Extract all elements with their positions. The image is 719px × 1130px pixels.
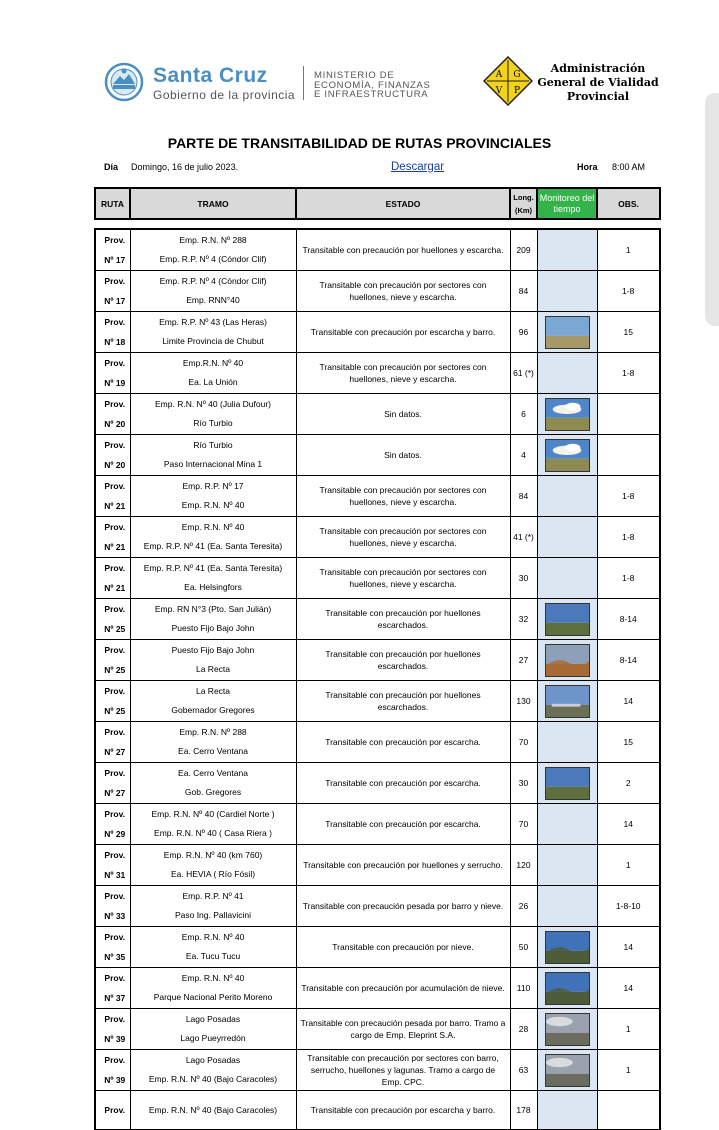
weather-monitor-cell: [537, 353, 597, 394]
header-spacer: [95, 219, 660, 229]
table-row: [95, 968, 660, 1009]
length-cell: 6: [510, 394, 537, 435]
header-long-line: (Km): [514, 205, 533, 215]
weather-monitor-cell: [537, 517, 597, 558]
route-number: Nº 37: [104, 993, 126, 1003]
section-cell: [130, 312, 296, 353]
section-start: Río Turbio: [193, 440, 233, 450]
length-cell: 96: [510, 312, 537, 353]
agvp-letter: G: [513, 70, 521, 80]
status-cell: Transitable con precaución por escarcha y barro.: [296, 1091, 510, 1130]
section-cell: [130, 558, 296, 599]
section-end: Emp. R.N. Nº 40 (Bajo Caracoles): [148, 1074, 278, 1084]
length-cell: 30: [510, 558, 537, 599]
route-prefix: Prov.: [104, 645, 126, 655]
observations-cell: 1-8: [597, 353, 660, 394]
route-prefix: Prov.: [104, 399, 126, 409]
table-row: [95, 640, 660, 681]
observations-cell: 14: [597, 681, 660, 722]
route-prefix: Prov.: [104, 809, 126, 819]
route-prefix: Prov.: [104, 440, 126, 450]
section-cell: [130, 886, 296, 927]
route-number: Nº 35: [104, 952, 126, 962]
route-prefix: Prov.: [104, 686, 126, 696]
observations-cell: 14: [597, 804, 660, 845]
section-end: Ea. Cerro Ventana: [178, 746, 248, 756]
route-cell: [95, 640, 130, 681]
section-end: Ea. HEVIA ( Río Fósil): [170, 869, 256, 879]
observations-cell: 1-8: [597, 517, 660, 558]
status-cell: Transitable con precaución por escarcha.: [296, 722, 510, 763]
santa-cruz-seal-icon: [104, 62, 144, 102]
section-cell: [130, 435, 296, 476]
section-cell: [130, 517, 296, 558]
route-number: Nº 20: [104, 460, 126, 470]
route-number: Nº 18: [104, 337, 126, 347]
route-cell: [95, 517, 130, 558]
route-prefix: Prov.: [104, 358, 126, 368]
ministry-line: ECONOMÍA, FINANZAS: [314, 79, 431, 91]
status-cell: Sin datos.: [296, 435, 510, 476]
table-row: [95, 271, 660, 312]
length-cell: 178: [510, 1091, 537, 1130]
route-prefix: Prov.: [104, 768, 126, 778]
route-cell: [95, 599, 130, 640]
weather-monitor-cell: [537, 476, 597, 517]
section-start: Lago Posadas: [185, 1014, 241, 1024]
section-start: Emp. R.N. Nº 40 (Julia Dufour): [155, 399, 271, 409]
section-end: Emp. R.N. Nº 40: [181, 500, 245, 510]
weather-monitor-cell: [537, 1091, 597, 1130]
table-row: [95, 763, 660, 804]
section-end: Emp. R.P. Nº 41 (Ea. Santa Teresita): [143, 541, 283, 551]
webcam-thumbnail[interactable]: [545, 439, 590, 472]
route-cell: [95, 763, 130, 804]
header-estado: ESTADO: [296, 188, 510, 219]
santa-cruz-title: Santa Cruz: [153, 64, 268, 87]
section-end: Limite Provincia de Chubut: [162, 336, 264, 346]
route-cell: [95, 353, 130, 394]
status-cell: Transitable con precaución por sectores con huellones, nieve y escarcha.: [296, 558, 510, 599]
weather-monitor-cell: [537, 886, 597, 927]
section-start: Emp. R.N. Nº 288: [179, 727, 247, 737]
status-cell: Transitable con precaución por sectores con huellones, nieve y escarcha.: [296, 517, 510, 558]
routes-table: [94, 187, 661, 1130]
route-number: Nº 25: [104, 665, 126, 675]
observations-cell: 8-14: [597, 599, 660, 640]
webcam-thumbnail[interactable]: [545, 603, 590, 636]
observations-cell: 14: [597, 968, 660, 1009]
table-row: [95, 517, 660, 558]
status-cell: Transitable con precaución por escarcha y barro.: [296, 312, 510, 353]
route-cell: [95, 886, 130, 927]
route-prefix: Prov.: [104, 1105, 126, 1115]
weather-monitor-cell: [537, 271, 597, 312]
hour-label: Hora: [577, 162, 598, 172]
header-monitoreo-line: Monitoreo del: [539, 192, 595, 203]
route-number: Nº 21: [104, 501, 126, 511]
route-number: Nº 29: [104, 829, 126, 839]
section-start: La Recta: [195, 686, 231, 696]
observations-cell: 2: [597, 763, 660, 804]
length-cell: 84: [510, 476, 537, 517]
agvp-name: [537, 62, 659, 104]
section-end: Emp. RNN°40: [186, 295, 240, 305]
table-row: [95, 599, 660, 640]
webcam-thumbnail[interactable]: [545, 398, 590, 431]
status-cell: Transitable con precaución por huellones escarchados.: [296, 599, 510, 640]
section-cell: [130, 271, 296, 312]
route-number: Nº 17: [104, 296, 126, 306]
route-cell: [95, 229, 130, 271]
section-end: Gobernador Gregores: [171, 705, 255, 715]
section-start: Emp. R.P. Nº 17: [182, 481, 244, 491]
route-prefix: Prov.: [104, 932, 126, 942]
section-end: Río Turbio: [193, 418, 233, 428]
agvp-name-line: Provincial: [566, 90, 630, 103]
section-cell: [130, 804, 296, 845]
agvp-name-line: General de Vialidad: [537, 76, 659, 89]
section-cell: [130, 394, 296, 435]
weather-monitor-cell: [537, 927, 597, 968]
table-row: [95, 845, 660, 886]
weather-monitor-cell: [537, 558, 597, 599]
header-long: [510, 188, 537, 219]
webcam-thumbnail[interactable]: [545, 931, 590, 964]
route-number: Nº 25: [104, 706, 126, 716]
webcam-thumbnail[interactable]: [545, 972, 590, 1005]
table-row: [95, 927, 660, 968]
table-row: [95, 1050, 660, 1091]
section-cell: [130, 640, 296, 681]
status-cell: Transitable con precaución por sectores con huellones, nieve y escarcha.: [296, 271, 510, 312]
status-cell: Transitable con precaución por sectores con huellones, nieve y escarcha.: [296, 353, 510, 394]
section-cell: [130, 763, 296, 804]
route-number: Nº 21: [104, 542, 126, 552]
table-row: [95, 312, 660, 353]
section-end: Ea. Helsingfors: [184, 582, 242, 592]
section-cell: [130, 968, 296, 1009]
weather-monitor-cell: [537, 640, 597, 681]
route-number: Nº 39: [104, 1034, 126, 1044]
section-start: Emp. R.N. Nº 40 (Cardiel Norte ): [151, 809, 275, 819]
ministry-line: E INFRAESTRUCTURA: [314, 89, 429, 100]
header-obs: OBS.: [597, 188, 660, 219]
spacer-cell: [95, 219, 660, 229]
table-row: [95, 353, 660, 394]
hour-value: 8:00 AM: [612, 162, 646, 172]
weather-monitor-cell: [537, 229, 597, 271]
section-start: Emp. R.N. Nº 40: [181, 973, 245, 983]
section-cell: [130, 476, 296, 517]
route-number: Nº 20: [104, 419, 126, 429]
document-title: PARTE DE TRANSITABILIDAD DE RUTAS PROVINCIALES: [167, 135, 552, 151]
header-ruta: RUTA: [95, 188, 130, 219]
observations-cell: 1-8: [597, 558, 660, 599]
weather-monitor-cell: [537, 394, 597, 435]
ministry-name: [314, 71, 431, 100]
table-row: [95, 435, 660, 476]
route-cell: [95, 804, 130, 845]
route-prefix: Prov.: [104, 727, 126, 737]
table-row: [95, 681, 660, 722]
observations-cell: [597, 1091, 660, 1130]
route-number: Nº 21: [104, 583, 126, 593]
route-number: Nº 27: [104, 747, 126, 757]
status-cell: Transitable con precaución por sectores con barro, serrucho, huellones y lagunas. Tramo a cargo de Emp. CPC.: [296, 1050, 510, 1091]
weather-monitor-cell: [537, 312, 597, 353]
table-row: [95, 394, 660, 435]
weather-monitor-cell: [537, 804, 597, 845]
route-cell: [95, 722, 130, 763]
length-cell: 130: [510, 681, 537, 722]
webcam-thumbnail[interactable]: [545, 1054, 590, 1087]
section-end: Parque Nacional Perito Moreno: [153, 992, 273, 1002]
section-end: La Recta: [195, 664, 231, 674]
route-prefix: Prov.: [104, 973, 126, 983]
route-cell: [95, 968, 130, 1009]
agvp-diamond-logo-icon: [483, 56, 533, 106]
section-start: Emp. R.P. Nº 41: [182, 891, 244, 901]
route-prefix: Prov.: [104, 522, 126, 532]
status-cell: Transitable con precaución por nieve.: [296, 927, 510, 968]
agvp-letter: V: [495, 86, 503, 96]
section-end: Lago Pueyrredón: [180, 1033, 246, 1043]
section-cell: [130, 599, 296, 640]
length-cell: 32: [510, 599, 537, 640]
section-start: Emp. R.N. Nº 40: [181, 522, 245, 532]
length-cell: 110: [510, 968, 537, 1009]
section-end: Gob. Gregores: [184, 787, 242, 797]
observations-cell: 1-8: [597, 476, 660, 517]
length-cell: 26: [510, 886, 537, 927]
length-cell: 120: [510, 845, 537, 886]
header-monitoreo-line: tiempo: [553, 203, 581, 214]
status-cell: Transitable con precaución pesada por barro y nieve.: [296, 886, 510, 927]
route-prefix: Prov.: [104, 850, 126, 860]
route-number: Nº 17: [104, 255, 126, 265]
section-start: Ea. Cerro Ventana: [178, 768, 248, 778]
length-cell: 63: [510, 1050, 537, 1091]
section-cell: [130, 353, 296, 394]
section-start: Emp. R.N. Nº 40 (Bajo Caracoles): [148, 1104, 278, 1115]
length-cell: 50: [510, 927, 537, 968]
section-cell: [130, 1050, 296, 1091]
webcam-thumbnail[interactable]: [545, 644, 590, 677]
weather-monitor-cell: [537, 1009, 597, 1050]
length-cell: 4: [510, 435, 537, 476]
status-cell: Sin datos.: [296, 394, 510, 435]
observations-cell: 15: [597, 312, 660, 353]
route-cell: [95, 558, 130, 599]
ministry-line: MINISTERIO DE: [314, 70, 395, 81]
webcam-thumbnail[interactable]: [545, 316, 590, 349]
section-cell: [130, 845, 296, 886]
observations-cell: 8-14: [597, 640, 660, 681]
header-long-line: Long.: [513, 192, 534, 202]
santa-cruz-subtitle: Gobierno de la provincia: [153, 88, 296, 102]
header-tramo: TRAMO: [130, 188, 296, 219]
webcam-thumbnail[interactable]: [545, 685, 590, 718]
day-value: Domingo, 16 de julio 2023.: [131, 162, 239, 172]
section-end: Paso Ing. Pallavicini: [174, 910, 252, 920]
route-number: Nº 31: [104, 870, 126, 880]
weather-monitor-cell: [537, 1050, 597, 1091]
route-number: Nº 39: [104, 1075, 126, 1085]
agvp-name-line: Administración: [550, 62, 646, 75]
section-start: Emp. R.P. Nº 4 (Cóndor Clif): [159, 276, 267, 286]
header-divider: [303, 66, 304, 100]
section-start: Emp. RN N°3 (Pto. San Julián): [154, 604, 272, 614]
observations-cell: 1: [597, 1009, 660, 1050]
route-number: Nº 33: [104, 911, 126, 921]
length-cell: 61 (*): [510, 353, 537, 394]
section-cell: [130, 1009, 296, 1050]
observations-cell: [597, 394, 660, 435]
table-row: [95, 229, 660, 271]
day-label: Día: [104, 162, 119, 172]
route-prefix: Prov.: [104, 891, 126, 901]
length-cell: 70: [510, 804, 537, 845]
route-cell: [95, 435, 130, 476]
status-cell: Transitable con precaución por sectores con huellones, nieve y escarcha.: [296, 476, 510, 517]
webcam-thumbnail[interactable]: [545, 1013, 590, 1046]
length-cell: 30: [510, 763, 537, 804]
route-prefix: Prov.: [104, 481, 126, 491]
agvp-letter: A: [495, 70, 503, 80]
webcam-thumbnail[interactable]: [545, 767, 590, 800]
table-header-row: [95, 188, 660, 219]
status-cell: Transitable con precaución por huellones escarchados.: [296, 640, 510, 681]
route-cell: [95, 1050, 130, 1091]
length-cell: 41 (*): [510, 517, 537, 558]
weather-monitor-cell: [537, 681, 597, 722]
status-cell: Transitable con precaución pesada por barro. Tramo a cargo de Emp. Eleprint S.A.: [296, 1009, 510, 1050]
route-cell: [95, 927, 130, 968]
route-cell: [95, 312, 130, 353]
agvp-letter: P: [513, 86, 521, 96]
page-header: [0, 0, 719, 130]
status-cell: Transitable con precaución por acumulación de nieve.: [296, 968, 510, 1009]
route-cell: [95, 476, 130, 517]
section-start: Puesto Fijo Bajo John: [171, 645, 255, 655]
length-cell: 70: [510, 722, 537, 763]
status-cell: Transitable con precaución por escarcha.: [296, 763, 510, 804]
route-prefix: Prov.: [104, 604, 126, 614]
route-prefix: Prov.: [104, 235, 126, 245]
observations-cell: 1: [597, 229, 660, 271]
section-cell: [130, 927, 296, 968]
route-prefix: Prov.: [104, 317, 126, 327]
table-row: [95, 558, 660, 599]
section-end: Paso Internacional Mina 1: [163, 459, 263, 469]
table-row: [95, 722, 660, 763]
route-prefix: Prov.: [104, 1014, 126, 1024]
route-number: Nº 25: [104, 624, 126, 634]
route-cell: [95, 394, 130, 435]
length-cell: 28: [510, 1009, 537, 1050]
section-cell: [130, 722, 296, 763]
route-cell: [95, 845, 130, 886]
status-cell: Transitable con precaución por escarcha.: [296, 804, 510, 845]
section-end: Emp. R.N. Nº 40 ( Casa Riera ): [154, 828, 272, 838]
section-end: Ea. La Unión: [188, 377, 238, 387]
observations-cell: 1: [597, 1050, 660, 1091]
section-start: Lago Posadas: [185, 1055, 241, 1065]
table-row: [95, 1009, 660, 1050]
length-cell: 27: [510, 640, 537, 681]
download-link[interactable]: Descargar: [391, 161, 445, 173]
route-prefix: Prov.: [104, 1055, 126, 1065]
table-row: [95, 476, 660, 517]
weather-monitor-cell: [537, 435, 597, 476]
table-row: [95, 804, 660, 845]
scrollbar[interactable]: [705, 93, 719, 326]
section-start: Emp. R.P. Nº 43 (Las Heras): [159, 317, 267, 327]
weather-monitor-cell: [537, 763, 597, 804]
section-start: Emp. R.P. Nº 41 (Ea. Santa Teresita): [143, 563, 283, 573]
section-cell: [130, 681, 296, 722]
route-cell: [95, 271, 130, 312]
observations-cell: 1-8: [597, 271, 660, 312]
header-monitoreo: [537, 188, 597, 219]
status-cell: Transitable con precaución por huellones y serrucho.: [296, 845, 510, 886]
weather-monitor-cell: [537, 722, 597, 763]
observations-cell: 14: [597, 927, 660, 968]
table-row: [95, 1091, 660, 1130]
observations-cell: [597, 435, 660, 476]
observations-cell: 1-8-10: [597, 886, 660, 927]
weather-monitor-cell: [537, 599, 597, 640]
section-start: Emp. R.N. Nº 288: [179, 235, 247, 245]
route-number: Nº 27: [104, 788, 126, 798]
section-cell: [130, 229, 296, 271]
route-number: Nº 19: [104, 378, 126, 388]
status-cell: Transitable con precaución por huellones y escarcha.: [296, 229, 510, 271]
route-prefix: Prov.: [104, 563, 126, 573]
weather-monitor-cell: [537, 845, 597, 886]
route-cell: [95, 681, 130, 722]
route-cell: [95, 1009, 130, 1050]
section-end: Ea. Tucu Tucu: [185, 951, 241, 961]
weather-monitor-cell: [537, 968, 597, 1009]
length-cell: 84: [510, 271, 537, 312]
section-end: Emp. R.P. Nº 4 (Cóndor Clif): [159, 254, 267, 264]
length-cell: 209: [510, 229, 537, 271]
table-row: [95, 886, 660, 927]
section-start: Emp. R.N. Nº 40 (km 760): [163, 850, 263, 860]
section-cell: [130, 1091, 296, 1130]
status-cell: Transitable con precaución por huellones escarchados.: [296, 681, 510, 722]
section-start: Emp.R.N. Nº 40: [182, 358, 244, 368]
route-cell: [95, 1091, 130, 1130]
route-prefix: Prov.: [104, 276, 126, 286]
observations-cell: 1: [597, 845, 660, 886]
observations-cell: 15: [597, 722, 660, 763]
section-start: Emp. R.N. Nº 40: [181, 932, 245, 942]
section-end: Puesto Fijo Bajo John: [171, 623, 255, 633]
